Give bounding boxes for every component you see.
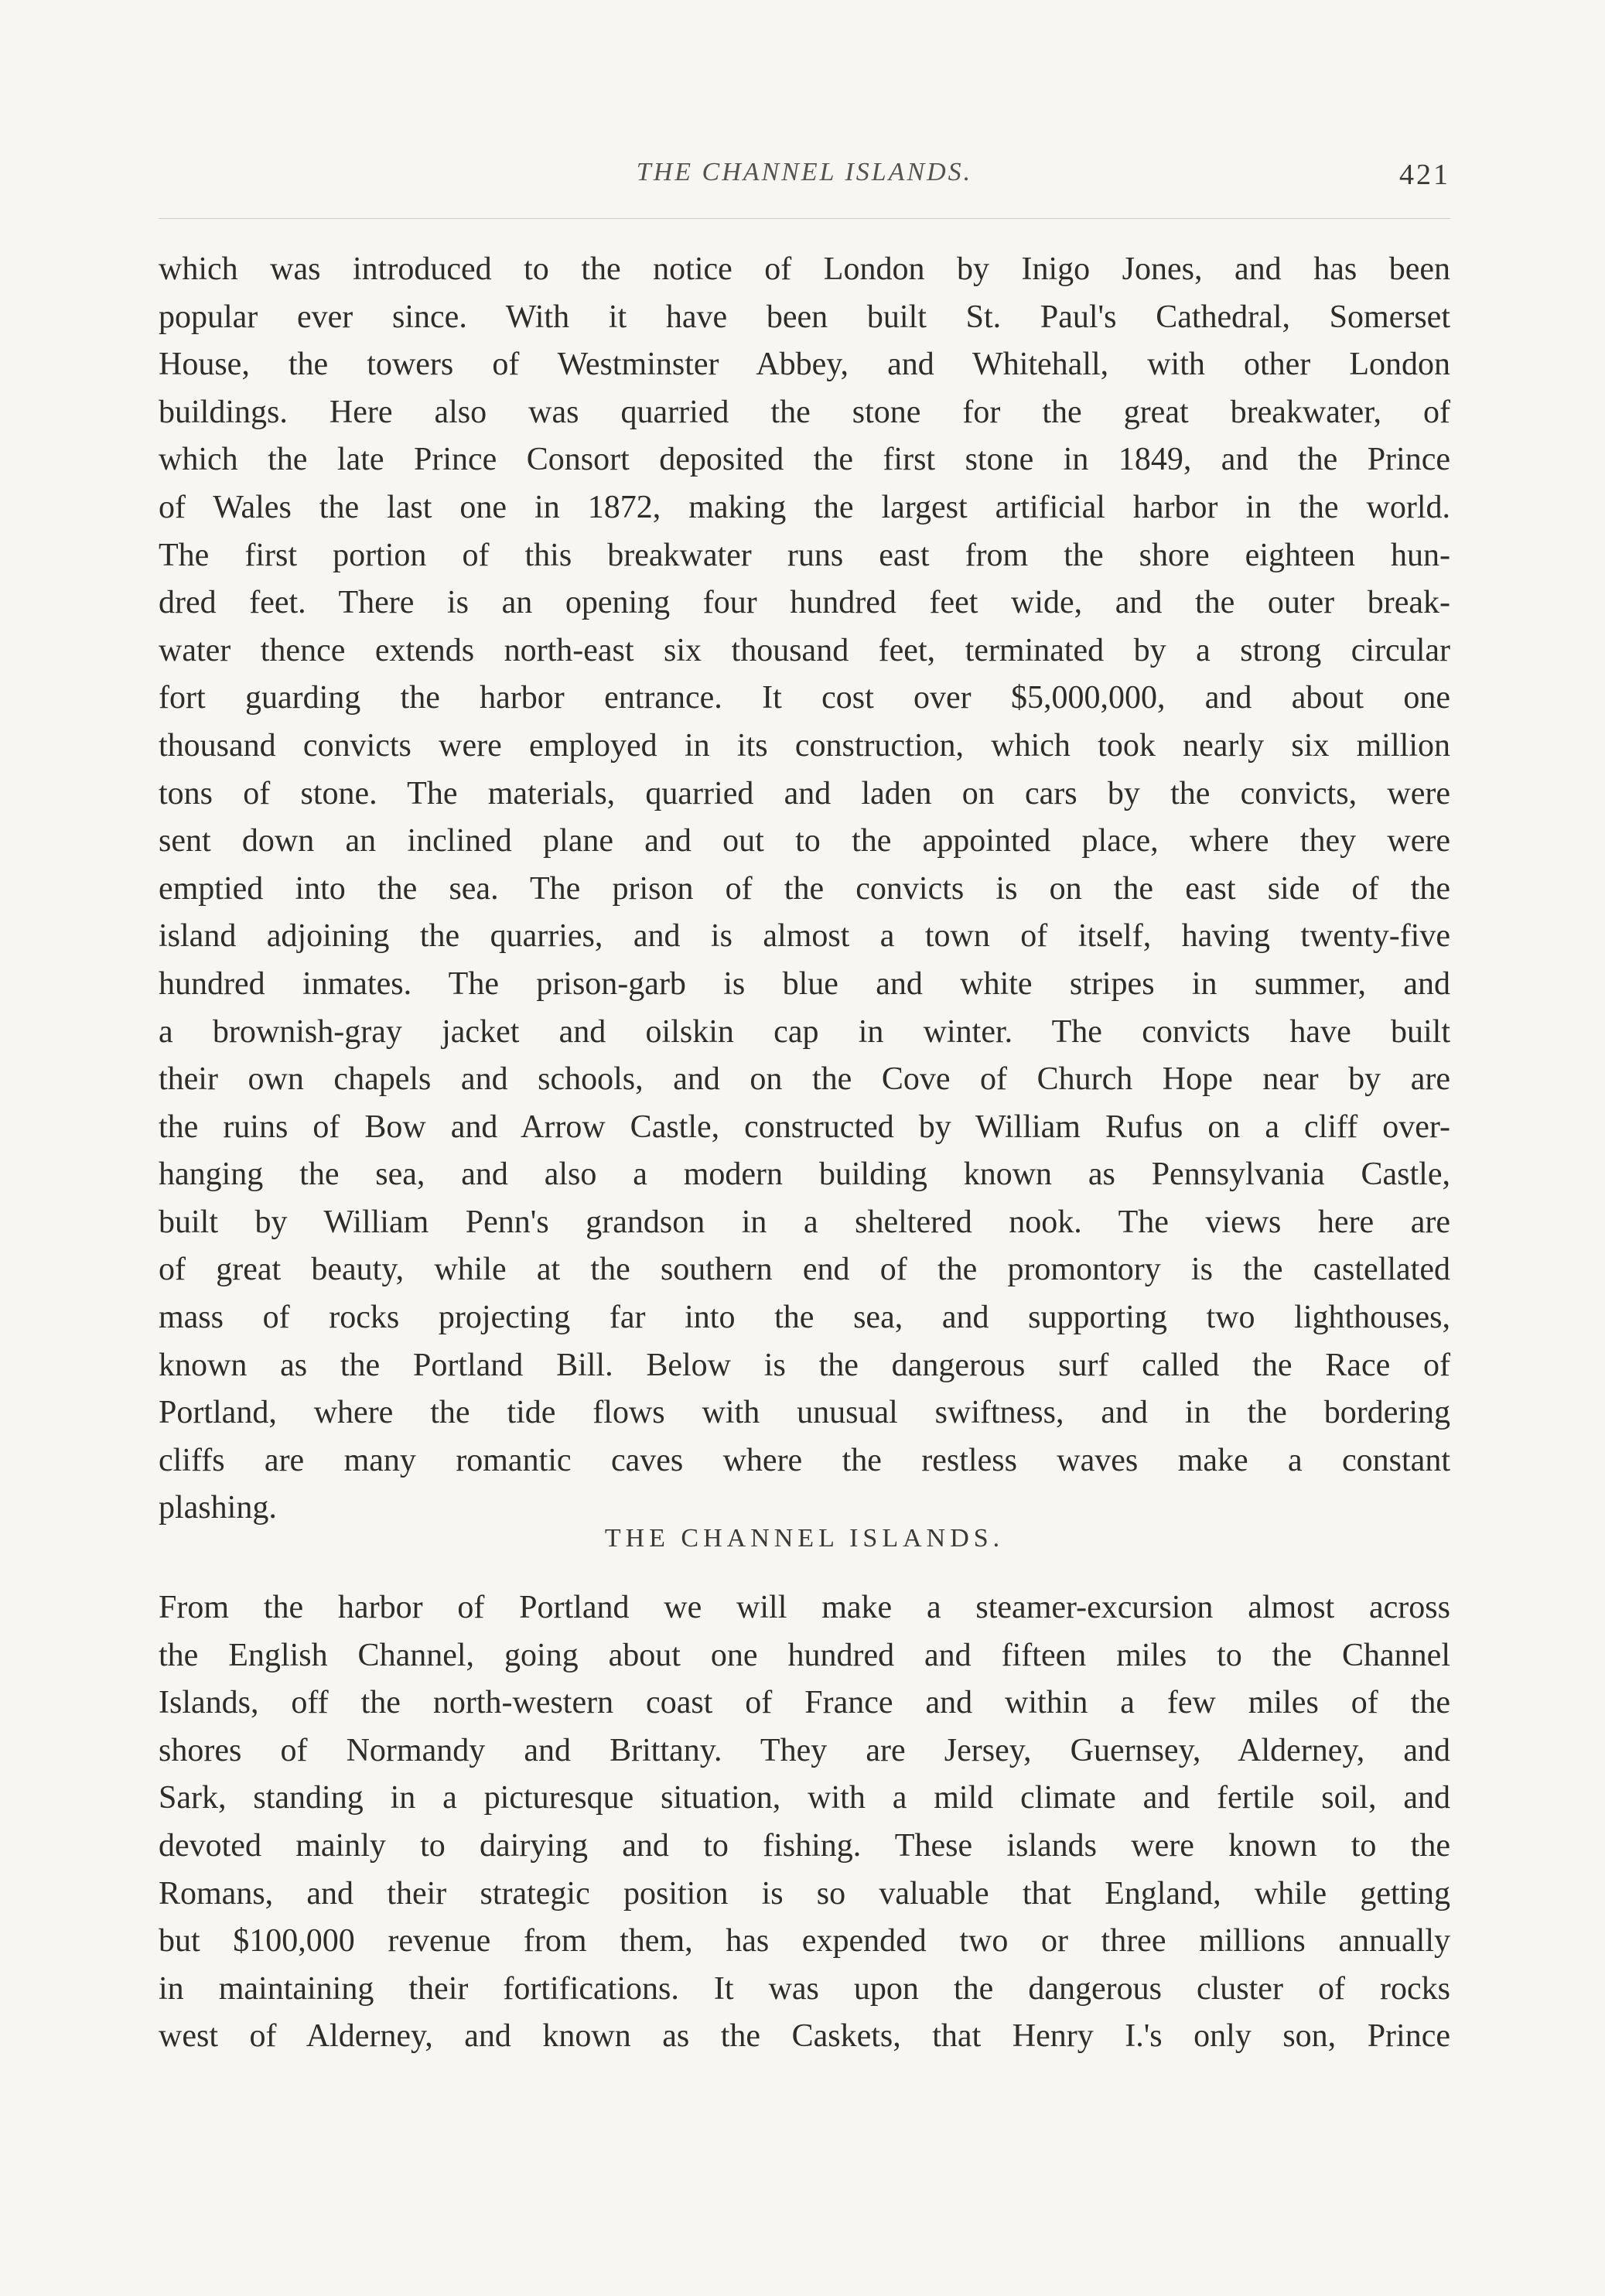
text-line: of Wales the last one in 1872, making the largest artificial harbor in the world.	[159, 489, 1450, 525]
text-line: mass of rocks projecting far into the sea, and supporting two lighthouses,	[159, 1300, 1450, 1336]
text-line: popular ever since. With it have been built St. Paul's Cathedral, Somerset	[159, 299, 1450, 335]
text-line: hanging the sea, and also a modern building known as Pennsylvania Castle,	[159, 1157, 1450, 1193]
text-line: which the late Prince Consort deposited the first stone in 1849, and the Prince	[159, 442, 1450, 478]
text-line: dred feet. There is an opening four hundred feet wide, and the outer break-	[159, 585, 1450, 621]
text-line: in maintaining their fortifications. It was upon the dangerous cluster of rocks	[159, 1970, 1450, 2007]
text-line: west of Alderney, and known as the Caskets, that Henry I.'s only son, Prince	[159, 2018, 1450, 2055]
text-line: their own chapels and schools, and on the Cove of Church Hope near by are	[159, 1061, 1450, 1098]
text-line: built by William Penn's grandson in a sheltered nook. The views here are	[159, 1204, 1450, 1240]
text-line: thousand convicts were employed in its construction, which took nearly six million	[159, 727, 1450, 764]
text-line: a brownish-gray jacket and oilskin cap in winter. The convicts have built	[159, 1013, 1450, 1050]
text-line: island adjoining the quarries, and is almost a town of itself, having twenty-five	[159, 918, 1450, 955]
text-line: From the harbor of Portland we will make a steamer-excursion almost across	[159, 1590, 1450, 1625]
running-head	[159, 158, 1450, 204]
text-line: the ruins of Bow and Arrow Castle, constructed by William Rufus on a cliff over-	[159, 1109, 1450, 1145]
text-line: the English Channel, going about one hundred and fifteen miles to the Channel	[159, 1637, 1450, 1673]
section-heading: THE CHANNEL ISLANDS.	[604, 1524, 1005, 1553]
text-line: hundred inmates. The prison-garb is blue and white stripes in summer, and	[159, 965, 1450, 1002]
text-line: shores of Normandy and Brittany. They are Jersey, Guernsey, Alderney, and	[159, 1732, 1450, 1768]
text-line: cliffs are many romantic caves where the restless waves make a constant	[159, 1442, 1450, 1478]
text-line: known as the Portland Bill. Below is the dangerous surf called the Race of	[159, 1347, 1450, 1383]
text-line: water thence extends north-east six thousand feet, terminated by a strong circular	[159, 632, 1450, 668]
text-line: devoted mainly to dairying and to fishing. These islands were known to the	[159, 1827, 1450, 1864]
text-line: Sark, standing in a picturesque situation, with a mild climate and fertile soil, and	[159, 1780, 1450, 1816]
text-line: but $100,000 revenue from them, has expended two or three millions annually	[159, 1923, 1450, 1959]
paragraph-portland	[159, 246, 1450, 1532]
text-line: emptied into the sea. The prison of the convicts is on the east side of the	[159, 870, 1450, 907]
text-line: of great beauty, while at the southern end of the promontory is the castellated	[159, 1252, 1450, 1288]
page-number: 421	[1399, 159, 1450, 191]
text-line: which was introduced to the notice of London by Inigo Jones, and has been	[159, 251, 1450, 287]
paragraph-channel-islands	[159, 1584, 1450, 2061]
text-line: House, the towers of Westminster Abbey, and Whitehall, with other London	[159, 347, 1450, 383]
header-rule	[159, 218, 1450, 219]
text-line: tons of stone. The materials, quarried and laden on cars by the convicts, were	[159, 775, 1450, 811]
running-title: THE CHANNEL ISLANDS.	[636, 158, 973, 186]
text-line: fort guarding the harbor entrance. It cost over $5,000,000, and about one	[159, 680, 1450, 716]
text-line: The first portion of this breakwater runs east from the shore eighteen hun-	[159, 537, 1450, 573]
text-line: Romans, and their strategic position is so valuable that England, while getting	[159, 1875, 1450, 1912]
text-line: buildings. Here also was quarried the stone for the great breakwater, of	[159, 394, 1450, 430]
text-line: Portland, where the tide flows with unusual swiftness, and in the bordering	[159, 1395, 1450, 1431]
text-line: Islands, off the north-western coast of France and within a few miles of the	[159, 1685, 1450, 1721]
text-line: sent down an inclined plane and out to the appointed place, where they were	[159, 823, 1450, 859]
text-line: plashing.	[159, 1490, 277, 1526]
